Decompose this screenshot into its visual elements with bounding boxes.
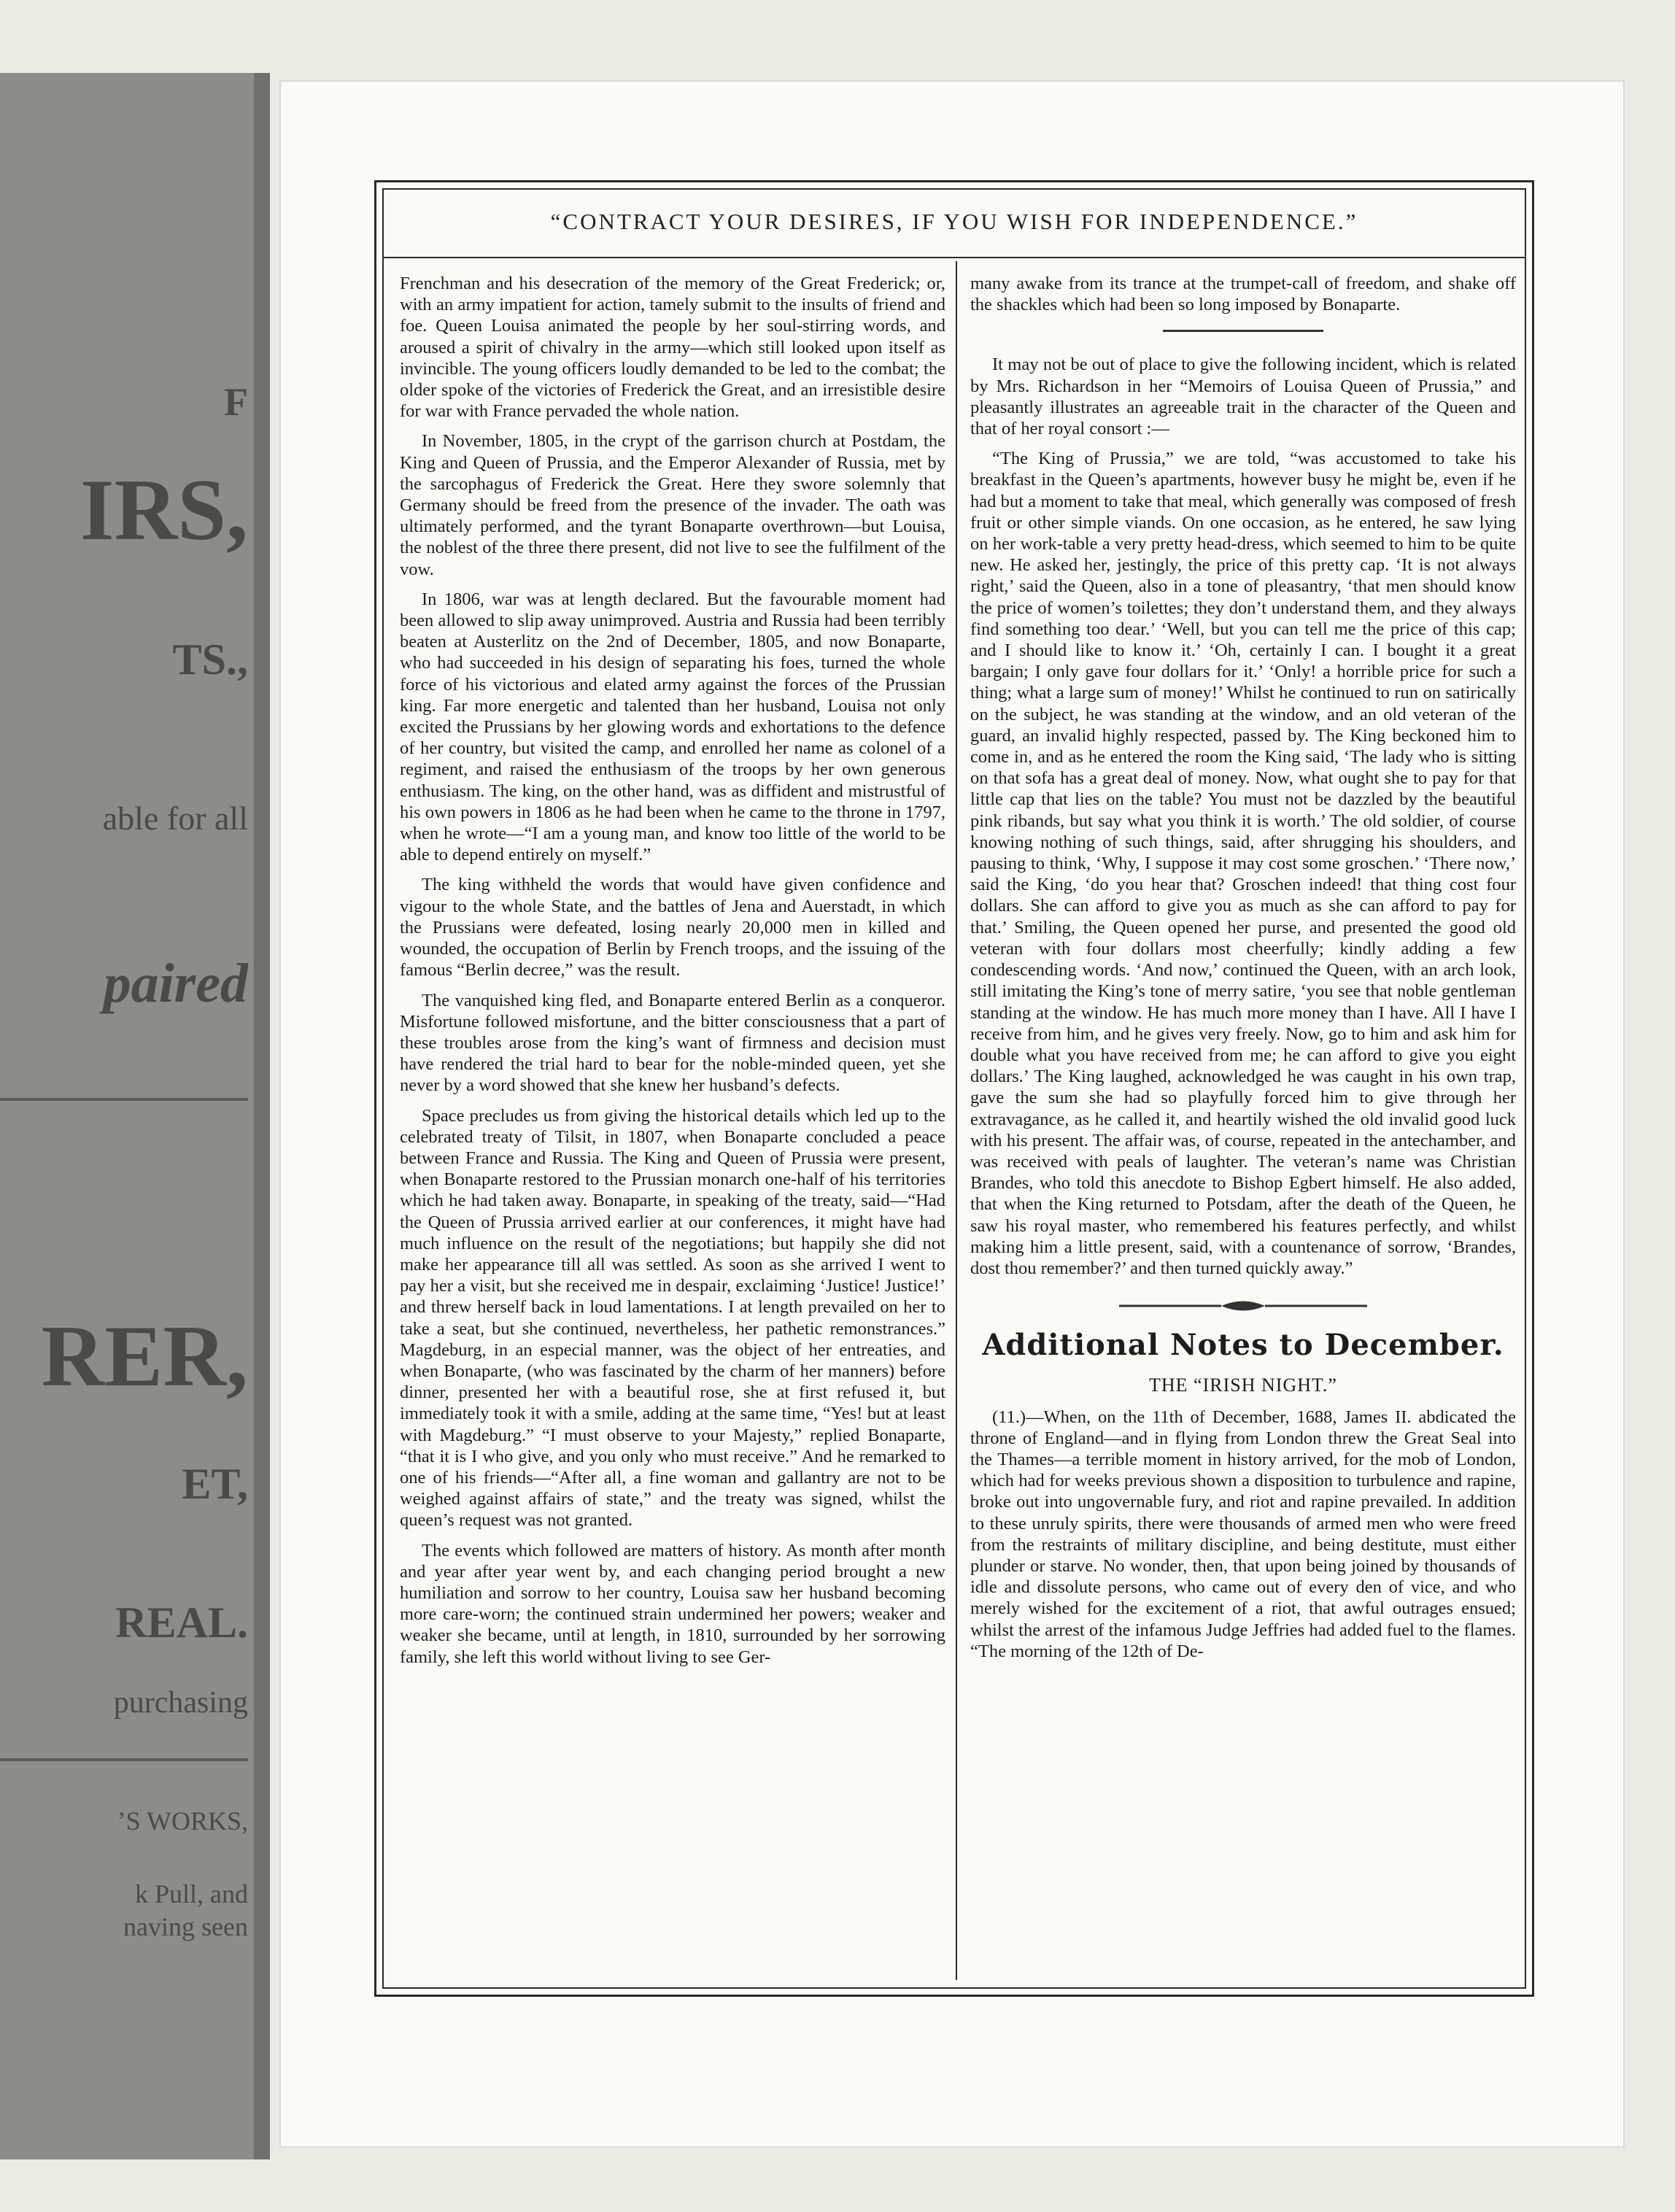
adjacent-page-fragment: REAL. <box>115 1598 248 1647</box>
adjacent-page-fragment: paired <box>103 953 248 1014</box>
adjacent-page-fragment: ET, <box>182 1460 248 1508</box>
anecdote-paragraph: “The King of Prussia,” we are told, “was accustomed to take his breakfast in the Queen’s apartments, however busy he might be, even if he had but a moment to take that meal, which generally was composed of fresh fruit or other simple viands. On one occasion, as he entered, he saw lying on her work-table a very pretty head-dress, which seemed to him to be quite new. He asked her, jestingly, the price of this pretty cap. ‘It is not always right,’ said the Queen, also in a tone of pleasantry, ‘that men should know the price of women’s toilettes; they don’t understand them, and they always find something too dear.’ ‘Well, but you can tell me the price of this cap; and I should like to know it.’ ‘Oh, certainly I can. I bought it a great bargain; I only gave four dollars for it.’ ‘Only! a horrible price for such a thing; what a large sum of money!’ Whilst he continued to run on satirically on the subject, he was standing at the window, and an old veteran of the guard, an invalid highly respected, passed by. The King beckoned him to come in, and as he entered the room the King said, ‘The lady who is sitting on that sofa has a great deal of money. Now, what ought she to pay for that little cap that lies on the table? You must not be dazzled by the beautiful pink ribands, but say what you think it is worth.’ The old soldier, of course knowing nothing of such things, said, after shrugging his shoulders, and pausing to think, ‘Why, I suppose it may cost some groschen.’ ‘There now,’ said the King, ‘do you hear that? Groschen indeed! that thing cost four dollars. She can afford to give you as much as she can afford to pay for that.’ Smiling, the Queen opened her purse, and presented the good old veteran with four dollars most cheerfully; kindly adding a few condescending words. ‘And now,’ continued the Queen, with an arch look, still imitating the King’s tone of merry satire, ‘you see that noble gentleman standing at the window. He has much more money than I have. All I have I receive from him, and he gives very freely. Now, go to him and ask him for double what you have received from me; he can afford to give you eight dollars.’ The King laughed, acknowledged he was caught in his own trap, gave the sum she had so playfully forced him to give through her extravagance, as he called it, and heartily wished the old invalid good luck with his present. The affair was, of course, repeated in the antechamber, and was received with peals of laughter. The veteran’s name was Christian Brandes, who told this anecdote to Bishop Egbert himself. He also added, that when the King returned to Potsdam, after the death of the Queen, he saw his royal master, who remembered his features perfectly, and whilst making him a little present, said, with a countenance of sorrow, ‘Brandes, dost thou remember?’ and then turned quickly away.” <box>970 449 1516 1278</box>
adjacent-page-fragment: k Pull, and <box>134 1879 248 1909</box>
left-column <box>400 273 945 1980</box>
paragraph: In November, 1805, in the crypt of the garrison church at Postdam, the King and Queen of Prussia, and the Emperor Alexander of Russia, met by the sarcophagus of Frederick the Great. Here they swore solemnly that Germany should be freed from the presence of the invader. The oath was ultimately performed, and the tyrant Bonaparte overthrown—but Louisa, the noblest of the three there present, did not live to see the fulfilment of the vow. <box>400 431 945 579</box>
adjacent-page-rule <box>0 1758 248 1761</box>
subsection-title: THE “IRISH NIGHT.” <box>1149 1374 1337 1396</box>
book-page <box>281 82 1623 2146</box>
right-column <box>970 273 1516 1980</box>
page-border <box>374 180 1534 1997</box>
adjacent-page-fragment: IRS, <box>80 461 248 558</box>
section-title: Additional Notes to December. <box>982 1328 1504 1363</box>
ornament-rule-icon <box>1112 1295 1374 1317</box>
paragraph: The events which followed are matters of history. As month after month and year after year went by, and each changing period brought a new humiliation and sorrow to her country, Louisa saw her husband becoming more care-worn; the continued strain undermined her powers; weaker and weaker she became, until at length, in 1810, surrounded by her sorrowing family, she left this world without living to see Ger- <box>400 1540 945 1667</box>
paragraph: The king withheld the words that would have given confidence and vigour to the whole State, and the battles of Jena and Auerstadt, in which the Prussians were defeated, losing nearly 20,000 men in killed and wounded, the occupation of Berlin by French troops, and the issuing of the famous “Berlin decree,” was the result. <box>400 875 945 981</box>
adjacent-page-fragment: able for all <box>102 800 248 837</box>
adjacent-page-rule <box>0 1098 248 1101</box>
adjacent-page-fragment: TS., <box>172 635 248 684</box>
adjacent-page-fragment: naving seen <box>123 1912 248 1941</box>
paragraph: (11.)—When, on the 11th of December, 1688, James II. abdicated the throne of England—and in flying from London threw the Great Seal into the Thames—a terrible moment in history arrived, for the mob of London, which had for weeks previous shown a disposition to turbulence and rapine, broke out into ungovernable fury, and riot and rapine prevailed. In addition to these unruly spirits, there were thousands of armed men who were freed from the restraints of military discipline, and being destitute, must either plunder or starve. No wonder, then, that upon being joined by thousands of idle and dissolute persons, who came out of every den of vice, and who merely wished for the excitement of a riot, that awful outrages ensued; whilst the arrest of the infamous Judge Jeffries had added fuel to the flames. “The morning of the 12th of De- <box>970 1407 1516 1661</box>
book-gutter <box>254 73 270 2159</box>
adjacent-page-fragment: RER, <box>41 1307 248 1404</box>
paragraph: Space precludes us from giving the historical details which led up to the celebrated treaty of Tilsit, in 1807, when Bonaparte concluded a peace between France and Russia. The King and Queen of Prussia were present, when Bonaparte restored to the Prussian monarch one-half of his territories which he had taken away. Bonaparte, in speaking of the treaty, said—“Had the Queen of Prussia arrived earlier at our conferences, it might have had much influence on the result of the negotiations; but happily she did not make her appearance till all was settled. As soon as she arrived I went to pay her a visit, but she received me in despair, exclaiming ‘Justice! Justice!’ and threw herself back in loud lamentations. I at length prevailed on her to take a seat, but she continued, nevertheless, her pathetic remonstrances.” Magdeburg, in an especial manner, was the object of her entreaties, and when Bonaparte, (who was fascinated by the charm of her manners) before dinner, presented her with a beautiful rose, she at first refused it, but immediately took it with a smile, adding at the same time, “Yes! but at least with Magdeburg.” “I must observe to your Majesty,” replied Bonaparte, “that it is I who give, and you only who must receive.” And he remarked to one of his friends—“After all, a fine woman and gallantry are not to be weighed against affairs of state,” and the treaty was signed, whilst the queen’s request was not granted. <box>400 1105 945 1531</box>
paragraph: Frenchman and his desecration of the memory of the Great Frederick; or, with an army impatient for action, tamely submit to the insults of friend and foe. Queen Louisa animated the people by her soul-stirring words, and aroused a spirit of chivalry in the army—which still looked upon itself as invincible. The young officers loudly demanded to be led to the combat; the older spoke of the victories of Frederick the Great, and an irresistible desire for war with France pervaded the whole nation. <box>400 274 945 422</box>
paragraph: In 1806, war was at length declared. But the favourable moment had been allowed to slip away unimproved. Austria and Russia had been terribly beaten at Austerlitz on the 2nd of December, 1805, and now Bonaparte, who had succeeded in his design of separating his foes, turned the whole force of his victorious and elated army against the forces of the Prussian king. Far more energetic and talented than her husband, Louisa not only excited the Prussians by her glowing words and exhortations to the defence of her country, but visited the camp, and enrolled her name as colonel of a regiment, and raised the enthusiasm of the troops by her own generous enthusiasm. The king, on the other hand, was as diffident and mistrustful of his own powers in 1806 as he had been when he came to the throne in 1797, when he wrote—“I am a young man, and know too little of the world to be able to depend entirely on myself.” <box>400 589 945 865</box>
adjacent-page-fragment: ’S WORKS, <box>117 1806 248 1836</box>
paragraph: The vanquished king fled, and Bonaparte entered Berlin as a conqueror. Misfortune followed misfortune, and the bitter consciousness that a part of these troubles arose from the king’s want of firmness and decision must have rendered the trial hard to bear for the noble-minded queen, yet she never by a word showed that she knew her husband’s defects. <box>400 990 945 1096</box>
section-rule <box>1163 330 1323 332</box>
page-header-motto: “CONTRACT YOUR DESIRES, IF YOU WISH FOR INDEPENDENCE.” <box>550 209 1358 234</box>
paragraph: many awake from its trance at the trumpet-call of freedom, and shake off the shackles which had been so long imposed by Bonaparte. <box>970 274 1516 315</box>
page-inner-border <box>382 188 1526 1989</box>
adjacent-page-fragment: F <box>224 380 248 424</box>
column-divider <box>956 261 957 1980</box>
paragraph: It may not be out of place to give the following incident, which is related by Mrs. Richardson in her “Memoirs of Louisa Queen of Prussia,” and pleasantly illustrates an agreeable trait in the character of the Queen and that of her royal consort :— <box>970 355 1516 439</box>
header-rule <box>384 257 1525 258</box>
adjacent-page <box>0 73 270 2159</box>
adjacent-page-fragment: purchasing <box>113 1686 248 1720</box>
